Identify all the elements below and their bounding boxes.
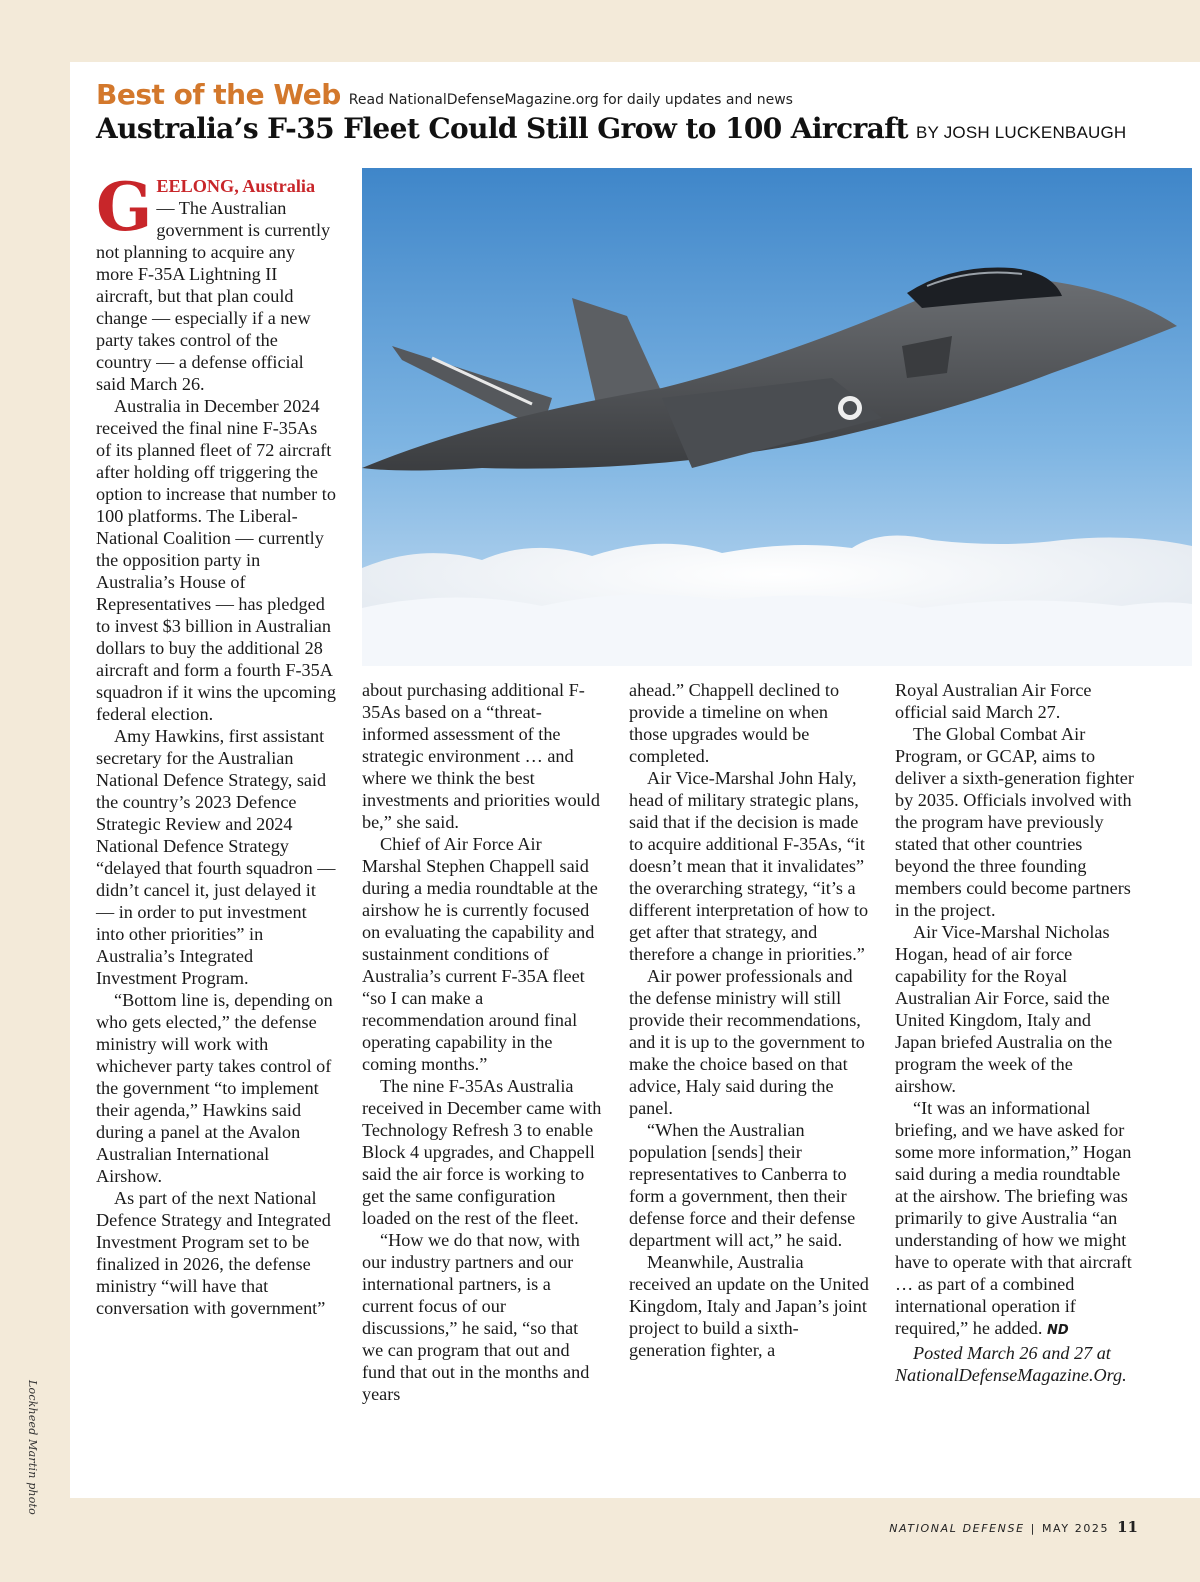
photo-credit: Lockheed Martin photo	[26, 1380, 39, 1515]
paragraph: Air power professionals and the defense ministry will still provide their recommendations, and it is up to the government to make the choice based on that advice, Haly said during the panel.	[629, 966, 865, 1118]
article-headline: Australia’s F-35 Fleet Could Still Grow to 100 Aircraft	[96, 112, 909, 145]
posted-note: Posted March 26 and 27 at NationalDefenseMagazine.Org.	[895, 1343, 1127, 1385]
signoff-mark: ND	[1047, 1323, 1069, 1338]
paragraph: “When the Australian population [sends] their representatives to Canberra to form a government, then their defense force and their defense department will act,” he said.	[629, 1120, 856, 1250]
page-number: 11	[1117, 1518, 1138, 1536]
paragraph: The Global Combat Air Program, or GCAP, aims to deliver a sixth-generation fighter by 2035. Officials involved with the program have previously stated that other countries beyond the three founding members could become partners in the project.	[895, 724, 1134, 920]
paragraph: Royal Australian Air Force official said March 27.	[895, 680, 1092, 722]
article-photo	[362, 168, 1192, 666]
drop-cap: G	[96, 168, 153, 246]
dateline: EELONG, Australia	[156, 176, 316, 196]
paragraph: Meanwhile, Australia received an update on the United Kingdom, Italy and Japan’s joint project to build a sixth-generation fighter, a	[629, 1252, 869, 1360]
publication-name: NATIONAL DEFENSE	[889, 1522, 1025, 1535]
paragraph-text: — The Australian government is currently not planning to acquire any more F-35A Lightning II aircraft, but that plan could change — especially if a new party takes control of the country — a defense official said March 26.	[96, 198, 331, 394]
footer-separator: |	[1030, 1522, 1036, 1535]
paragraph: about purchasing additional F-35As based on a “threat-informed assessment of the strategic environment … and where we think the best investments and priorities would be,” she said.	[362, 680, 600, 832]
kicker-row	[96, 78, 793, 114]
byline: BY JOSH LUCKENBAUGH	[916, 123, 1127, 142]
paragraph: Air Vice-Marshal John Haly, head of military strategic plans, said that if the decision is made to acquire additional F-35As, “it doesn’t mean that it invalidates” the overarching strategy, “it’s a different interpretation of how to get after that strategy, and therefore a change in priorities.”	[629, 768, 869, 964]
article-column-4	[895, 679, 1135, 1386]
issue-date: MAY 2025	[1041, 1522, 1110, 1535]
paragraph: Air Vice-Marshal Nicholas Hogan, head of air force capability for the Royal Australian Air Force, said the United Kingdom, Italy and Japan briefed Australia on the program the week of the airshow.	[895, 922, 1113, 1096]
paragraph: As part of the next National Defence Strategy and Integrated Investment Program set to be finalized in 2026, the defense ministry “will have that conversation with government”	[96, 1188, 331, 1318]
section-kicker: Best of the Web	[96, 78, 341, 111]
paragraph: “Bottom line is, depending on who gets elected,” the defense ministry will work with whichever party takes control of the government “to implement their agenda,” Hawkins said during a panel at the Avalon Australian International Airshow.	[96, 990, 333, 1186]
closing-paragraph	[895, 1097, 1135, 1342]
article-column-2	[362, 679, 602, 1405]
paragraph-text: “It was an informational briefing, and we have asked for some more information,” Hogan said during a media roundtable at the airshow. The briefing was primarily to give Australia “an understanding of how we might have to operate with that aircraft … as part of a combined international operation if required,” he added.	[895, 1098, 1132, 1338]
paragraph: Amy Hawkins, first assistant secretary for the Australian National Defence Strategy, said the country’s 2023 Defence Strategic Review and 2024 National Defence Strategy “delayed that fourth squadron — didn’t cancel it, just delayed it — in order to put investment into other priorities” in Australia’s Integrated Investment Program.	[96, 726, 336, 988]
headline-row	[96, 112, 1126, 152]
article-column-3	[629, 679, 869, 1361]
f35-fighter-jet-photo-icon	[362, 168, 1192, 666]
paragraph: ahead.” Chappell declined to provide a timeline on when those upgrades would be completed.	[629, 680, 840, 766]
article-column-1	[96, 168, 336, 1319]
page-footer	[889, 1518, 1138, 1536]
paragraph: Chief of Air Force Air Marshal Stephen Chappell said during a media roundtable at the airshow he is currently focused on evaluating the capability and sustainment conditions of Australia’s current F-35A fleet “so I can make a recommendation around final operating capability in the coming months.”	[362, 834, 598, 1074]
paragraph: “How we do that now, with our industry partners and our international partners, is a current focus of our discussions,” he said, “so that we can program that out and fund that out in the months and years	[362, 1230, 590, 1404]
paragraph: Australia in December 2024 received the final nine F-35As of its planned fleet of 72 aircraft after holding off triggering the option to increase that number to 100 platforms. The Liberal-National Coalition — currently the opposition party in Australia’s House of Representatives — has pledged to invest $3 billion in Australian dollars to buy the additional 28 aircraft and form a fourth F-35A squadron if it wins the upcoming federal election.	[96, 396, 336, 724]
kicker-subtitle: Read NationalDefenseMagazine.org for daily updates and news	[348, 92, 793, 108]
lead-paragraph	[96, 168, 336, 395]
paragraph: The nine F-35As Australia received in December came with Technology Refresh 3 to enable Block 4 upgrades, and Chappell said the air force is working to get the same configuration loaded on the rest of the fleet.	[362, 1076, 602, 1228]
